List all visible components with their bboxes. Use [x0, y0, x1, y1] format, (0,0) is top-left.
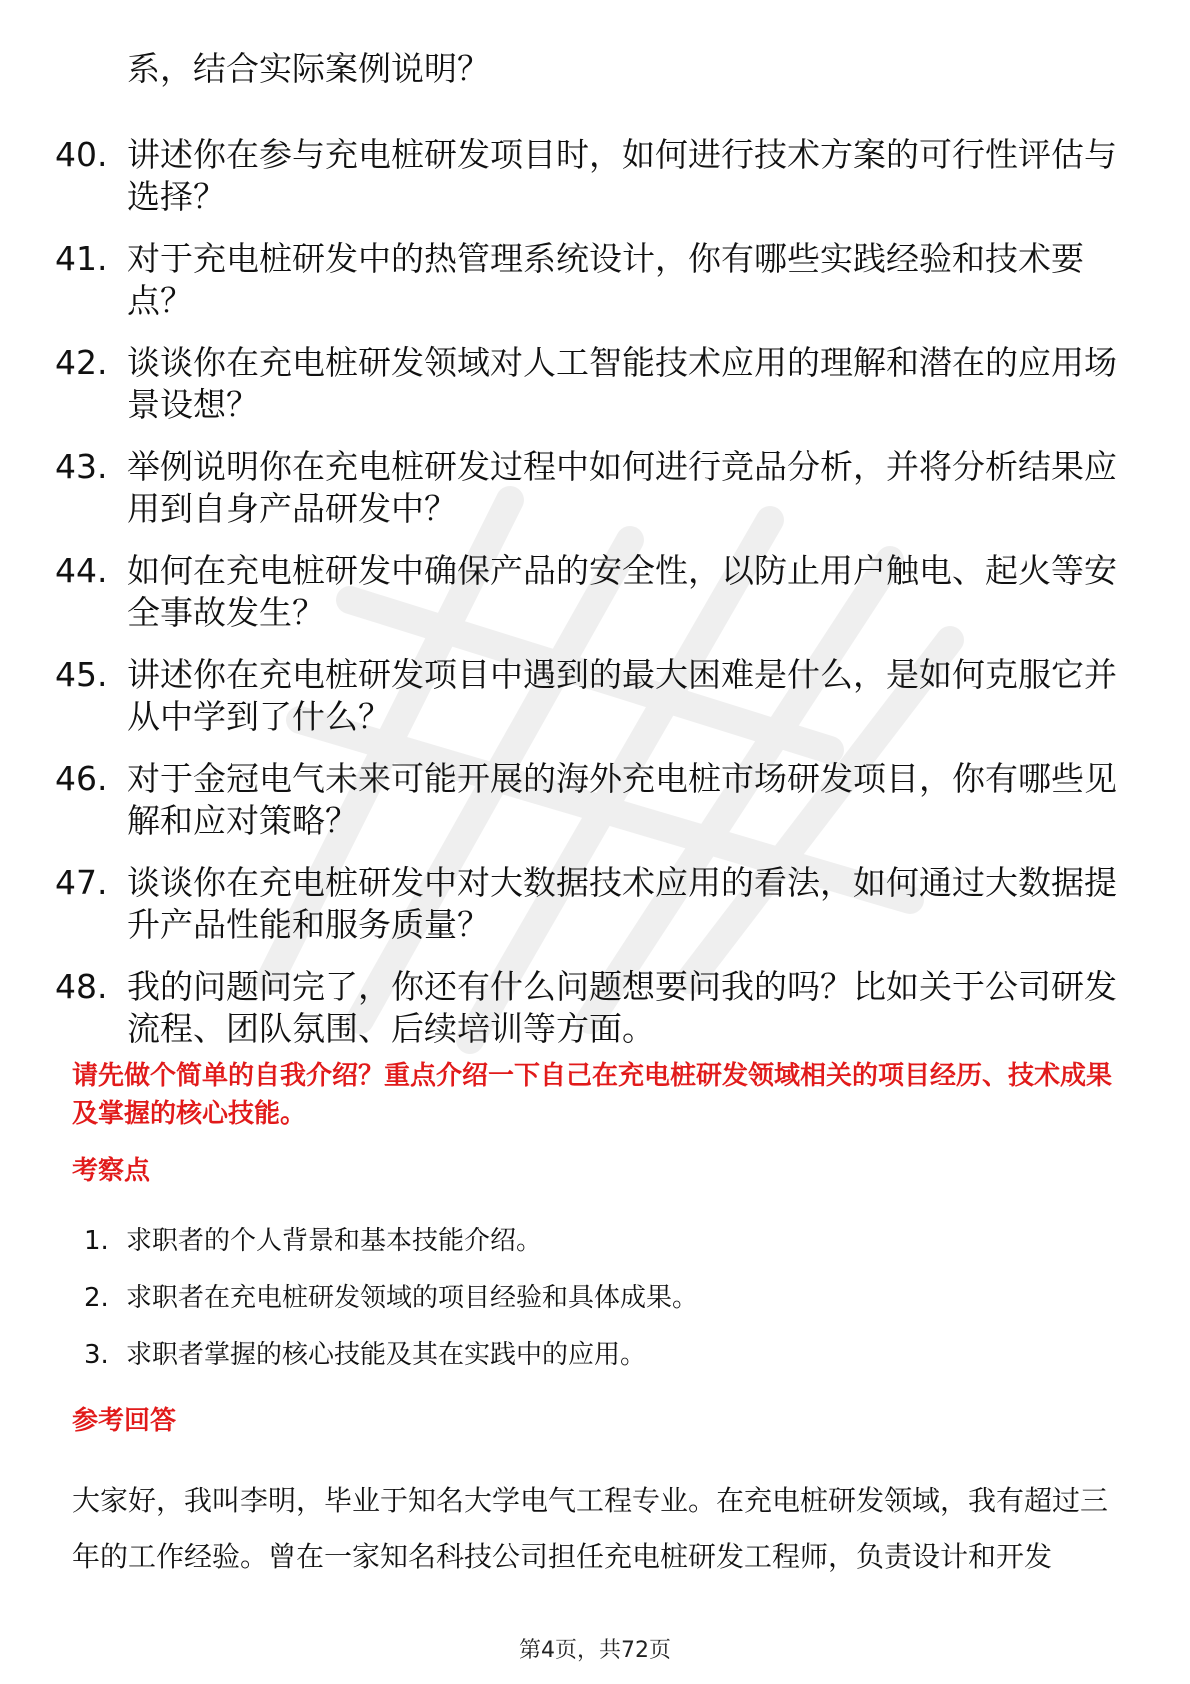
assessment-title: 考察点: [72, 1156, 151, 1186]
question-text: 谈谈你在充电桩研发领域对人工智能技术应用的理解和潜在的应用场景设想？: [127, 343, 1117, 424]
question-text: 讲述你在参与充电桩研发项目时，如何进行技术方案的可行性评估与选择？: [127, 135, 1117, 216]
point-text: 求职者的个人背景和基本技能介绍。: [126, 1226, 543, 1256]
reference-title: 参考回答: [72, 1406, 177, 1436]
list-item: [55, 342, 1135, 426]
list-item: [55, 446, 1135, 530]
question-number: 42.: [55, 343, 108, 382]
featured-question: 请先做个简单的自我介绍？重点介绍一下自己在充电桩研发领域相关的项目经历、技术成果及掌握的核心技能。: [72, 1061, 1113, 1129]
point-text: 求职者掌握的核心技能及其在实践中的应用。: [126, 1340, 647, 1370]
reference-answer: 大家好，我叫李明，毕业于知名大学电气工程专业。在充电桩研发领域，我有超过三年的工作经验。曾在一家知名科技公司担任充电桩研发工程师，负责设计和开发: [72, 1484, 1109, 1573]
question-text: 讲述你在充电桩研发项目中遇到的最大困难是什么，是如何克服它并从中学到了什么？: [127, 655, 1117, 736]
question-text: 举例说明你在充电桩研发过程中如何进行竞品分析，并将分析结果应用到自身产品研发中？: [127, 447, 1117, 528]
question-number: 46.: [55, 759, 108, 798]
question-text: 我的问题问完了，你还有什么问题想要问我的吗？比如关于公司研发流程、团队氛围、后续培训等方面。: [127, 967, 1117, 1048]
question-text: 如何在充电桩研发中确保产品的安全性，以防止用户触电、起火等安全事故发生？: [127, 551, 1117, 632]
question-number: 41.: [55, 239, 108, 278]
list-item: [55, 238, 1135, 322]
list-item: [55, 758, 1135, 842]
question-number: 47.: [55, 863, 108, 902]
list-item: [55, 134, 1135, 218]
list-item: [55, 550, 1135, 634]
list-item: [55, 862, 1135, 946]
question-continuation: 系，结合实际案例说明？: [127, 49, 490, 88]
assessment-list: [84, 1224, 1124, 1395]
question-number: 44.: [55, 551, 108, 590]
list-item: [84, 1281, 1124, 1315]
list-item: [55, 654, 1135, 738]
question-text: 谈谈你在充电桩研发中对大数据技术应用的看法，如何通过大数据提升产品性能和服务质量？: [127, 863, 1117, 944]
question-number: 45.: [55, 655, 108, 694]
question-number: 43.: [55, 447, 108, 486]
point-number: 3.: [84, 1340, 109, 1370]
question-text: 对于金冠电气未来可能开展的海外充电桩市场研发项目，你有哪些见解和应对策略？: [127, 759, 1117, 840]
point-number: 2.: [84, 1283, 109, 1313]
question-list: [55, 48, 1135, 1070]
point-text: 求职者在充电桩研发领域的项目经验和具体成果。: [126, 1283, 699, 1313]
list-item: [84, 1224, 1124, 1258]
list-item: [84, 1338, 1124, 1372]
question-number: 40.: [55, 135, 108, 174]
question-text: 对于充电桩研发中的热管理系统设计，你有哪些实践经验和技术要点？: [127, 239, 1084, 320]
point-number: 1.: [84, 1226, 109, 1256]
question-number: 48.: [55, 967, 108, 1006]
page-footer: 第4页，共72页: [519, 1638, 671, 1663]
list-item: [55, 966, 1135, 1050]
